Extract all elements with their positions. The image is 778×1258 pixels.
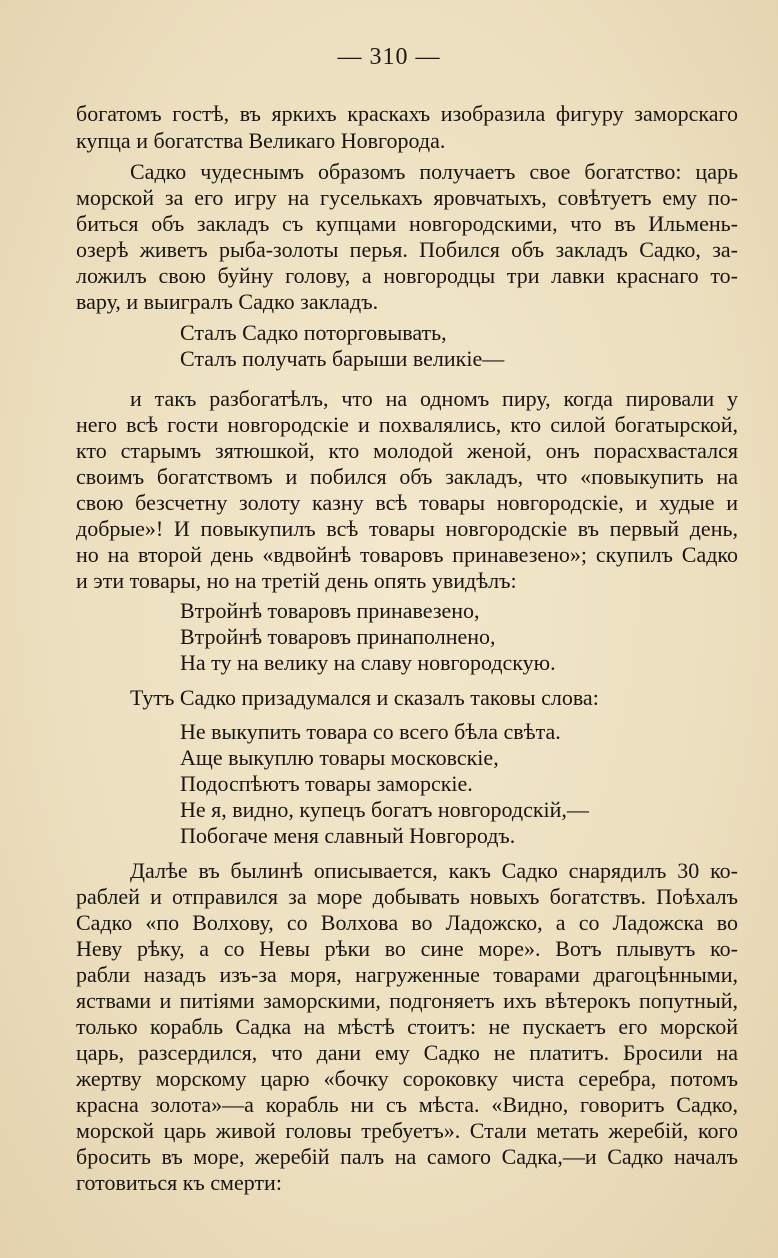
text-line: ложилъ свою буйну голову, а новгородцы три лавки краснаго то- (76, 263, 738, 288)
verse-line: Подоспѣютъ товары заморскіе. (180, 771, 473, 796)
verse-line: Не я, видно, купецъ богатъ новгородскій,— (180, 797, 589, 822)
text-line: рабли назадъ изъ-за моря, нагруженные товарами драгоцѣнными, (76, 962, 738, 987)
text-line: богатомъ гостѣ, въ яркихъ краскахъ изобразила фигуру заморскаго (76, 101, 738, 126)
text-line: и такъ разбогатѣлъ, что на одномъ пиру, когда пировали у (130, 386, 738, 411)
text-line: только корабль Садка на мѣстѣ стоитъ: не пускаетъ его морской (76, 1014, 738, 1039)
text-line: царь, разсердился, что дани ему Садко не платитъ. Бросили на (76, 1040, 738, 1065)
text-line: но на второй день «вдвойнѣ товаровъ принавезено»; скупилъ Садко (76, 542, 738, 567)
verse-line: Сталъ Садко поторговывать, (180, 320, 447, 345)
text-line: яствами и питіями заморскими, подгоняетъ ихъ вѣтерокъ попутный, (76, 988, 738, 1013)
text-line: Далѣе въ былинѣ описывается, какъ Садко снарядилъ 30 ко- (130, 858, 738, 883)
text-line: вару, и выигралъ Садко закладъ. (76, 289, 379, 314)
verse-line: Втройнѣ товаровъ принавезено, (180, 598, 480, 623)
text-line: озерѣ живетъ рыба-золоты перья. Побился объ закладъ Садко, за- (76, 237, 738, 262)
text-line: Тутъ Садко призадумался и сказалъ таковы слова: (130, 685, 599, 710)
text-line: биться объ закладъ съ купцами новгородскими, что въ Ильмень- (76, 211, 738, 236)
text-line: Садко чудеснымъ образомъ получаетъ свое богатство: царь (130, 159, 738, 184)
verse-line: Втройнѣ товаровъ принаполнено, (180, 624, 496, 649)
text-line: добрые»! И повыкупилъ всѣ товары новгородскіе въ первый день, (76, 516, 738, 541)
text-line: него всѣ гости новгородскіе и похвалялись, кто силой богатырской, (76, 412, 738, 437)
text-line: бросить въ море, жеребій палъ на самого Садка,—и Садко началъ (76, 1144, 738, 1169)
text-line: морской за его игру на гуселькахъ яровчатыхъ, совѣтуетъ ему по- (76, 185, 738, 210)
text-line: раблей и отправился за море добывать новыхъ богатствъ. Поѣхалъ (76, 884, 738, 909)
text-line: красна золота»—а корабль ни съ мѣста. «Видно, говоритъ Садко, (76, 1092, 738, 1117)
verse-line: Сталъ получать барыши великіе— (180, 346, 505, 371)
text-line: жертву морскому царю «бочку сороковку чиста серебра, потомъ (76, 1066, 738, 1091)
text-line: Неву рѣку, а со Невы рѣки во сине море». Вотъ плывутъ ко- (76, 936, 738, 961)
page-number: — 310 — (337, 44, 441, 70)
text-line: кто старымъ зятюшкой, кто молодой женой, онъ порасхвастался (76, 438, 738, 463)
text-line: и эти товары, но на третій день опять увидѣлъ: (76, 568, 517, 593)
text-line: свою безсчетну золоту казну всѣ товары новгородскіе, и худые и (76, 490, 738, 515)
text-line: готовиться къ смерти: (76, 1170, 282, 1195)
verse-line: Побогаче меня славный Новгородъ. (180, 823, 516, 848)
verse-line: Не выкупить товара со всего бѣла свѣта. (180, 719, 561, 744)
text-line: купца и богатства Великаго Новгорода. (76, 128, 446, 153)
text-line: Садко «по Волхову, со Волхова во Ладожско, а со Ладожска во (76, 910, 738, 935)
verse-line: На ту на велику на славу новгородскую. (180, 650, 556, 675)
text-line: морской царь живой головы требуетъ». Стали метать жеребій, кого (76, 1118, 738, 1143)
text-line: своимъ богатствомъ и побился объ закладъ, что «повыкупить на (76, 464, 738, 489)
verse-line: Аще выкуплю товары московскіе, (180, 745, 499, 770)
